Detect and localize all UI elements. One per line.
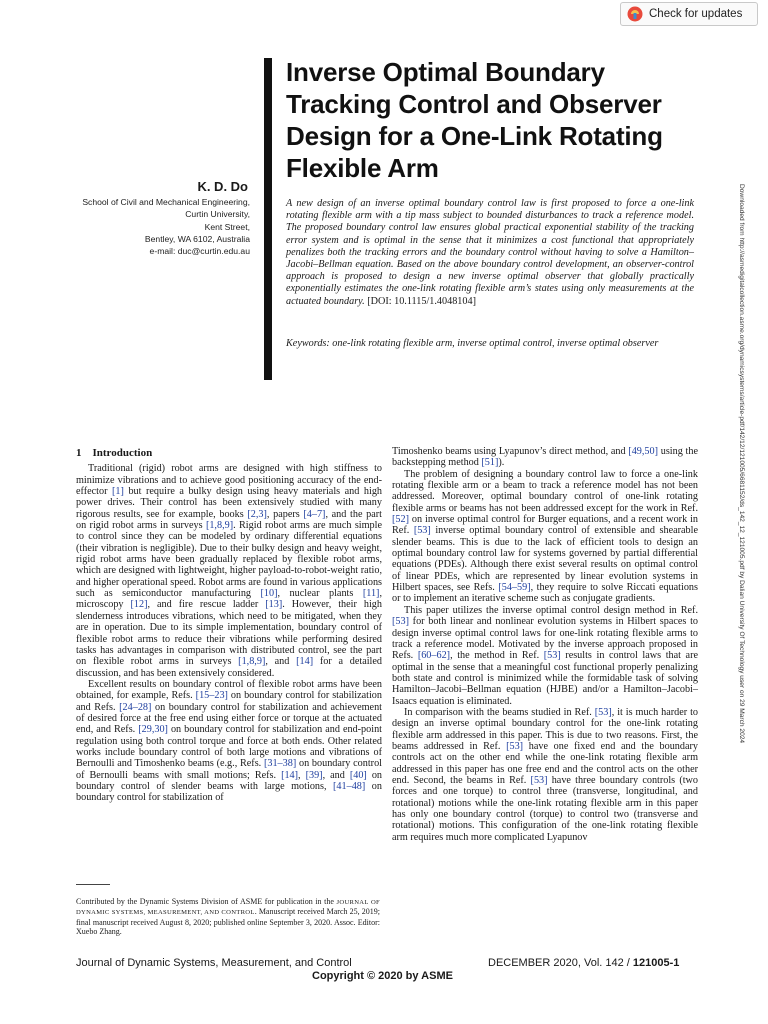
citation-link[interactable]: [1,8,9]: [238, 656, 266, 668]
citation-link[interactable]: [53]: [530, 774, 548, 786]
citation-link[interactable]: [53]: [506, 740, 524, 752]
affiliation-line: Bentley, WA 6102, Australia: [144, 233, 250, 244]
affiliation-line: Kent Street,: [204, 221, 250, 232]
citation-link[interactable]: [53]: [594, 706, 612, 718]
footnote-rule: [76, 884, 110, 885]
citation-link[interactable]: [31–38]: [263, 758, 297, 770]
keywords: Keywords: one-link rotating flexible arm, inverse optimal control, inverse optimal observer: [286, 338, 659, 349]
citation-link[interactable]: [2,3]: [247, 508, 267, 520]
citation-link[interactable]: [52]: [392, 514, 409, 526]
author-email[interactable]: e-mail: duc@curtin.edu.au: [149, 246, 250, 257]
download-notice: Downloaded from http://asmedigitalcollection.asme.org/dynamicsystems/article-pdf/142/12/121005/6681152/ds_142_12_121005.pdf by Dalian University Of Technology user on 29 March 2024: [738, 184, 745, 744]
citation-link[interactable]: [40]: [349, 769, 367, 781]
section-title: Introduction: [92, 447, 153, 459]
author-name: K. D. Do: [197, 179, 248, 194]
check-for-updates-button[interactable]: [620, 2, 758, 26]
footer-issue: DECEMBER 2020, Vol. 142 / 121005-1: [488, 957, 680, 969]
body-column-left: [76, 448, 382, 804]
citation-link[interactable]: [10]: [260, 588, 278, 600]
citation-link[interactable]: [49,50]: [628, 446, 659, 457]
citation-link[interactable]: [4–7]: [303, 508, 326, 520]
citation-link[interactable]: [53]: [543, 650, 561, 662]
paragraph: In comparison with the beams studied in Ref. [53], it is much harder to design an inverse optimal boundary control for the one-link rotating flexible arm addressed in this paper. This is due to two reasons. First, the beams addressed in Ref. [53] have one fixed end and the boundary controls act on the other end while the one-link rotating flexible arm addressed in this paper has one free end and the control acts on the other end. Second, the beams in Ref. [53] have three boundary controls (two forces and one torque) to control three (transverse, longitudinal, and rotational) motions while the one-link rotating flexible arm in this paper has only one boundary control (torque) to control two (transverse and rotational) motions. This configuration of the one-link rotating flexible arm requires much more complicated Lyapunov: [392, 706, 699, 843]
paragraph: Traditional (rigid) robot arms are designed with high stiffness to minimize vibrations and to achieve good positioning accuracy of the end-effector [1] but require a bulky design using heavy materials and high power drives. Their control has been extensively studied with many rigorous results, see for example, books [2,3], papers [4–7], and the part on rigid robot arms in surveys [1,8,9]. Rigid robot arms are much simple to control since they can be modeled by ordinary differential equations (their vibration is negligible). Due to their bulky design and heavy weight, rigid robot arms have been gradually replaced by flexible robot arms, which are designed with lightweight, higher payload-to-robot-weight ratio, and higher operational speed. Robot arms are found in various applications such as semiconductor manufacturing [10], nuclear plants [11], microscopy [12], and fire rescue ladder [13]. However, their high slenderness introduces vibrations, which need to be mitigated, when they are in operation. Due to its simple implementation, boundary control of flexible robot arms to reduce their vibrations while performing desired tasks has advantages in comparison with distributed control, see the part on flexible robot arms in surveys [1,8,9], and [14] for a detailed discussion, and has been extensively considered.: [76, 463, 383, 679]
citation-link[interactable]: [39]: [305, 769, 323, 781]
affiliation-line: School of Civil and Mechanical Engineering,: [82, 197, 250, 207]
paragraph: Excellent results on boundary control of flexible robot arms have been obtained, for example, Refs. [15–23] on boundary control for stabilization and Refs. [24–28] on boundary control for stabilization and achievement of desired force at the free end using either force or torque at the actuated end, and Refs. [29,30] on boundary control for stabilization and end-point regulation using both control torque and force at both ends. Other related works include boundary control of both large motions and vibrations of Bernoulli and Timoshenko beams (e.g., Refs. [31–38] on boundary control of Bernoulli beams with small motions; Refs. [14], [39], and [40] on boundary control of slender beams with large motions, [41–48] on boundary control for stabilization of: [76, 678, 383, 804]
title-accent-bar: [264, 58, 272, 380]
paragraph: This paper utilizes the inverse optimal control design method in Ref. [53] for both linear and nonlinear evolution systems in Hilbert spaces to design inverse optimal control laws for one-link rotating flexible arms to track a reference model. Motivated by the inverse approach proposed in Refs. [60–62], the method in Ref. [53] results in control laws that are optimal in the sense that a meaningful cost functional properly penalizing both state and control is minimized while the formidable task of solving Hamilton–Jacobi–Bellman equation (HJBE) and/or a Hamilton–Jacobi–Isaacs equation is eliminated.: [392, 604, 698, 707]
section-number: 1: [76, 447, 82, 459]
footer-copyright: Copyright © 2020 by ASME: [312, 970, 453, 982]
crossmark-icon: [627, 6, 643, 22]
citation-link[interactable]: [41–48]: [333, 780, 366, 792]
citation-link[interactable]: [13]: [265, 599, 283, 611]
citation-link[interactable]: [53]: [413, 525, 431, 537]
footer-journal: Journal of Dynamic Systems, Measurement, and Control: [76, 957, 352, 969]
journal-name-smallcaps: JOURNAL OF DYNAMIC SYSTEMS, MEASUREMENT, AND CONTROL: [76, 899, 381, 917]
paper-title: Inverse Optimal Boundary Tracking Control and Observer Design for a One-Link Rotating Flexible Arm: [286, 57, 663, 183]
citation-link[interactable]: [14]: [296, 656, 314, 668]
page-number: 121005-1: [632, 957, 680, 969]
footnote: Contributed by the Dynamic Systems Division of ASME for publication in the JOURNAL OF DYNAMIC SYSTEMS, MEASUREMENT, AND CONTROL. Manuscript received March 25, 2019; final manuscript received August 8, 2020; published online September 3, 2020. Assoc. Editor: Xuebo Zhang.: [76, 897, 381, 936]
abstract-text: A new design of an inverse optimal boundary control law is first proposed to force a one-link rotating flexible arm with a tip mass subject to bounded disturbances to track a reference model. The proposed boundary control law ensures global practical exponential stability of the tracking error system and is optimal in the sense that it minimizes a cost functional that appropriately penalizes both the tracking errors and the boundary control without having to solve a Hamilton–Jacobi–Bellman equation. Based on the above boundary control development, an observer-control approach is proposed to design a new inverse optimal observer that globally practically exponentially estimates the one-link rotating flexible arm’s states using only measurements at the actuated boundary.: [286, 198, 694, 307]
citation-link[interactable]: [24–28]: [119, 701, 152, 713]
paragraph: Timoshenko beams using Lyapunov’s direct method, and [49,50] using the backstepping method [51]).: [392, 446, 698, 469]
citation-link[interactable]: [11]: [362, 588, 380, 600]
paragraph: The problem of designing a boundary control law to force a one-link rotating flexible arm or a beam to track a reference model has not been addressed. Moreover, optimal boundary control of one-link rotating flexible arms or beams has not been addressed except for the work in Ref. [52] on inverse optimal control for Burger equations, and a recent work in Ref. [53] inverse optimal boundary control of extensible and shearable slender beams. This is due to the lack of efficient tools to design an optimal boundary control law for systems governed by partial differential equations (PDEs). Although there exist several results on optimal control of linear PDEs, which are represented by linear evolution systems in Hilbert spaces, see Refs. [54–59], they require to solve Riccati equations or to implement an iterative scheme such as conjugate gradients.: [392, 468, 698, 605]
citation-link[interactable]: [53]: [392, 616, 409, 628]
abstract: [286, 198, 694, 308]
section-heading: [76, 448, 382, 459]
doi-link[interactable]: [DOI: 10.1115/1.4048104]: [367, 295, 476, 307]
citation-link[interactable]: [1]: [112, 486, 124, 498]
affiliation-line: Curtin University,: [185, 209, 250, 220]
citation-link[interactable]: [54–59]: [498, 582, 531, 594]
citation-link[interactable]: [15–23]: [195, 690, 228, 702]
citation-link[interactable]: [29,30]: [138, 724, 168, 736]
citation-link[interactable]: [12]: [130, 599, 148, 611]
body-column-right: [392, 446, 698, 843]
check-for-updates-label: Check for updates: [649, 8, 743, 20]
citation-link[interactable]: [51]: [481, 457, 499, 469]
citation-link[interactable]: [60–62]: [417, 650, 451, 662]
citation-link[interactable]: [1,8,9]: [205, 520, 234, 532]
citation-link[interactable]: [14]: [281, 769, 299, 781]
author-affiliation: [60, 196, 250, 257]
